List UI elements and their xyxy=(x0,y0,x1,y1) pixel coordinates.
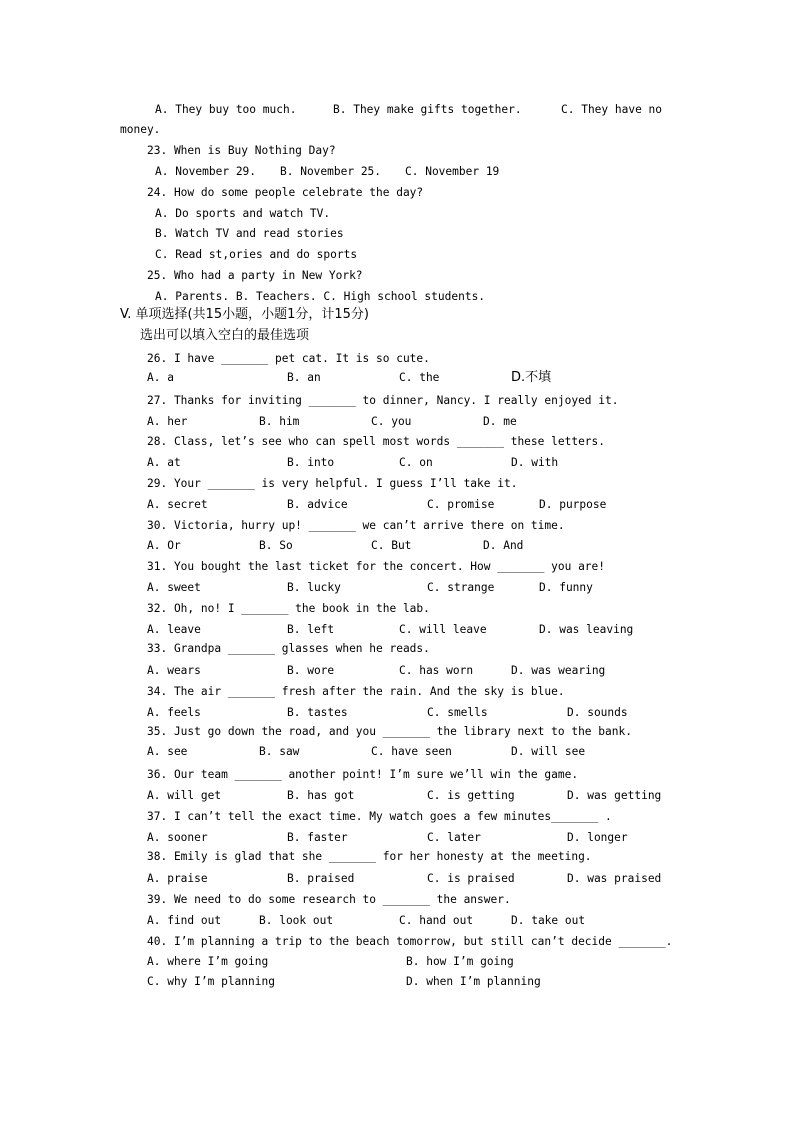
question-36-option-b: B. has got xyxy=(287,789,355,802)
question-37-option-a: A. sooner xyxy=(147,831,208,844)
question-39-option-b: B. look out xyxy=(259,914,334,927)
question-38-option-d: D. was praised xyxy=(567,872,662,885)
question-26-option-d: D.不填 xyxy=(511,370,552,385)
question-27-option-b: B. him xyxy=(259,415,300,428)
question-34-option-a: A. feels xyxy=(147,706,201,719)
question-30-option-c: C. But xyxy=(371,539,412,552)
q22-option-b: B. They make gifts together. xyxy=(333,103,522,116)
question-34-option-b: B. tastes xyxy=(287,706,348,719)
question-38-option-a: A. praise xyxy=(147,872,208,885)
question-34-stem: 34. The air _______ fresh after the rain. And the sky is blue. xyxy=(147,685,565,698)
question-33-option-d: D. was wearing xyxy=(511,664,606,677)
question-37-option-d: D. longer xyxy=(567,831,628,844)
question-31-stem: 31. You bought the last ticket for the concert. How _______ you are! xyxy=(147,560,606,573)
question-37-stem: 37. I can’t tell the exact time. My watch goes a few minutes_______ . xyxy=(147,810,612,823)
q22-option-a: A. They buy too much. xyxy=(155,103,297,116)
question-28-stem: 28. Class, let’s see who can spell most words _______ these letters. xyxy=(147,435,606,448)
question-28-option-d: D. with xyxy=(511,456,559,469)
question-32-option-b: B. left xyxy=(287,623,335,636)
question-36-option-c: C. is getting xyxy=(427,789,515,802)
question-28-option-a: A. at xyxy=(147,456,181,469)
question-33-stem: 33. Grandpa _______ glasses when he reads. xyxy=(147,642,430,655)
question-40-option-a: A. where I’m going xyxy=(147,955,269,968)
question-26-option-b: B. an xyxy=(287,371,321,384)
question-26-option-a: A. a xyxy=(147,371,174,384)
question-37-option-b: B. faster xyxy=(287,831,348,844)
q23-option-c: C. November 19 xyxy=(405,165,500,178)
question-40-option-c: C. why I’m planning xyxy=(147,975,275,988)
question-30-option-a: A. Or xyxy=(147,539,181,552)
question-32-option-c: C. will leave xyxy=(399,623,487,636)
question-27-option-d: D. me xyxy=(483,415,517,428)
q24-option-b: B. Watch TV and read stories xyxy=(155,227,344,240)
question-35-stem: 35. Just go down the road, and you _______ the library next to the bank. xyxy=(147,725,632,738)
question-36-option-d: D. was getting xyxy=(567,789,662,802)
q25-options: A. Parents. B. Teachers. C. High school students. xyxy=(155,290,486,303)
q25-stem: 25. Who had a party in New York? xyxy=(147,269,363,282)
question-40-stem: 40. I’m planning a trip to the beach tomorrow, but still can’t decide _______. xyxy=(147,935,673,948)
question-28-option-b: B. into xyxy=(287,456,335,469)
q23-option-a: A. November 29. xyxy=(155,165,257,178)
question-38-stem: 38. Emily is glad that she _______ for her honesty at the meeting. xyxy=(147,850,592,863)
question-32-option-a: A. leave xyxy=(147,623,201,636)
question-26-stem: 26. I have _______ pet cat. It is so cute. xyxy=(147,352,430,365)
q23-option-b: B. November 25. xyxy=(280,165,382,178)
question-39-option-a: A. find out xyxy=(147,914,222,927)
question-32-option-d: D. was leaving xyxy=(539,623,634,636)
question-40-option-b: B. how I’m going xyxy=(406,955,514,968)
question-39-option-c: C. hand out xyxy=(399,914,474,927)
question-34-option-d: D. sounds xyxy=(567,706,628,719)
q24-option-a: A. Do sports and watch TV. xyxy=(155,207,331,220)
question-29-option-c: C. promise xyxy=(427,498,495,511)
question-35-option-c: C. have seen xyxy=(371,745,452,758)
question-27-stem: 27. Thanks for inviting _______ to dinner, Nancy. I really enjoyed it. xyxy=(147,394,619,407)
question-37-option-c: C. later xyxy=(427,831,481,844)
question-40-option-d: D. when I’m planning xyxy=(406,975,541,988)
question-31-option-b: B. lucky xyxy=(287,581,341,594)
question-38-option-c: C. is praised xyxy=(427,872,515,885)
q22-option-c-continued: money. xyxy=(120,123,161,136)
question-33-option-c: C. has worn xyxy=(399,664,474,677)
question-29-option-a: A. secret xyxy=(147,498,208,511)
question-34-option-c: C. smells xyxy=(427,706,488,719)
section-heading: V. 单项选择(共15小题，小题1分，计15分) xyxy=(120,307,369,322)
question-31-option-c: C. strange xyxy=(427,581,495,594)
question-39-option-d: D. take out xyxy=(511,914,586,927)
q22-option-c: C. They have no xyxy=(561,103,663,116)
question-35-option-a: A. see xyxy=(147,745,188,758)
question-39-stem: 39. We need to do some research to _______ the answer. xyxy=(147,893,511,906)
question-36-option-a: A. will get xyxy=(147,789,222,802)
question-35-option-b: B. saw xyxy=(259,745,300,758)
question-26-option-c: C. the xyxy=(399,371,440,384)
question-33-option-a: A. wears xyxy=(147,664,201,677)
question-38-option-b: B. praised xyxy=(287,872,355,885)
question-30-option-d: D. And xyxy=(483,539,524,552)
question-29-option-d: D. purpose xyxy=(539,498,607,511)
question-33-option-b: B. wore xyxy=(287,664,335,677)
question-30-option-b: B. So xyxy=(259,539,293,552)
question-27-option-c: C. you xyxy=(371,415,412,428)
question-32-stem: 32. Oh, no! I _______ the book in the lab. xyxy=(147,602,430,615)
q24-stem: 24. How do some people celebrate the day? xyxy=(147,186,424,199)
question-35-option-d: D. will see xyxy=(511,745,586,758)
question-31-option-d: D. funny xyxy=(539,581,593,594)
question-30-stem: 30. Victoria, hurry up! _______ we can’t arrive there on time. xyxy=(147,519,565,532)
question-36-stem: 36. Our team _______ another point! I’m sure we’ll win the game. xyxy=(147,768,579,781)
question-27-option-a: A. her xyxy=(147,415,188,428)
question-29-option-b: B. advice xyxy=(287,498,348,511)
question-31-option-a: A. sweet xyxy=(147,581,201,594)
q24-option-c: C. Read st,ories and do sports xyxy=(155,248,358,261)
q23-stem: 23. When is Buy Nothing Day? xyxy=(147,144,336,157)
question-28-option-c: C. on xyxy=(399,456,433,469)
section-instruction: 选出可以填入空白的最佳选项 xyxy=(140,328,310,343)
question-29-stem: 29. Your _______ is very helpful. I guess I’ll take it. xyxy=(147,477,518,490)
